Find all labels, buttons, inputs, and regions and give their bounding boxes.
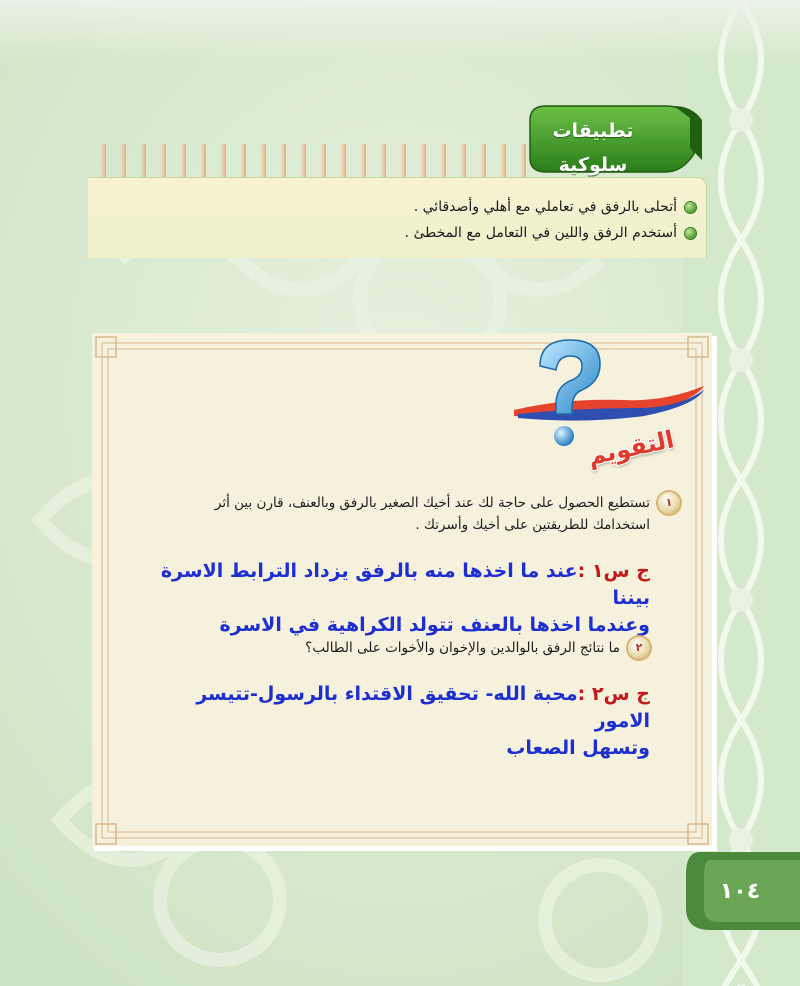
- list-item: [405, 220, 696, 246]
- bullet-icon: [685, 228, 696, 239]
- answer-line: محبة الله- تحقيق الاقتداء بالرسول-تتيسر الامور: [196, 683, 650, 732]
- question-number-icon: [658, 492, 680, 514]
- behavior-list: [405, 194, 696, 246]
- answer-line: وتسهل الصعاب: [506, 737, 650, 759]
- answer-label: ج س٢ :: [577, 683, 650, 705]
- question-number: ٢: [635, 641, 643, 654]
- page-number: ١٠٤: [719, 879, 761, 904]
- bullet-icon: [685, 202, 696, 213]
- behavior-item-text: أتحلى بالرفق في تعاملي مع أهلي وأصدقائي .: [413, 199, 677, 215]
- behavior-box: [88, 177, 707, 258]
- answer-line: عند ما اخذها منه بالرفق يزداد الترابط الاسرة بيننا: [160, 560, 650, 609]
- answer-line: وعندما اخذها بالعنف تتولد الكراهية في الاسرة: [219, 614, 650, 636]
- frame-shadow-right: [712, 336, 717, 851]
- question-line: ما نتائج الرفق بالوالدين والإخوان والأخوات على الطالب؟: [305, 640, 620, 656]
- behavior-section-title: تطبيقات سلوكية: [552, 120, 634, 176]
- question-line: تستطيع الحصول على حاجة لك عند أخيك الصغير بالرفق وبالعنف، قارن بين أثر: [214, 495, 650, 511]
- evaluation-title: التقويم: [585, 425, 677, 471]
- question-text: [90, 492, 650, 536]
- top-band: [0, 0, 800, 60]
- frame-shadow: [94, 846, 714, 851]
- question-number: ١: [665, 496, 673, 509]
- question-number-icon: [628, 637, 650, 659]
- question-line: استخدامك للطريقتين على أخيك وأسرتك .: [415, 517, 650, 533]
- list-item: [405, 194, 696, 220]
- question-text: [140, 637, 620, 659]
- answer-label: ج س١ :: [577, 560, 650, 582]
- answer-text: [150, 558, 650, 639]
- answer-text: [150, 681, 650, 762]
- behavior-item-text: أستخدم الرفق واللين في التعامل مع المخطئ .: [404, 225, 677, 241]
